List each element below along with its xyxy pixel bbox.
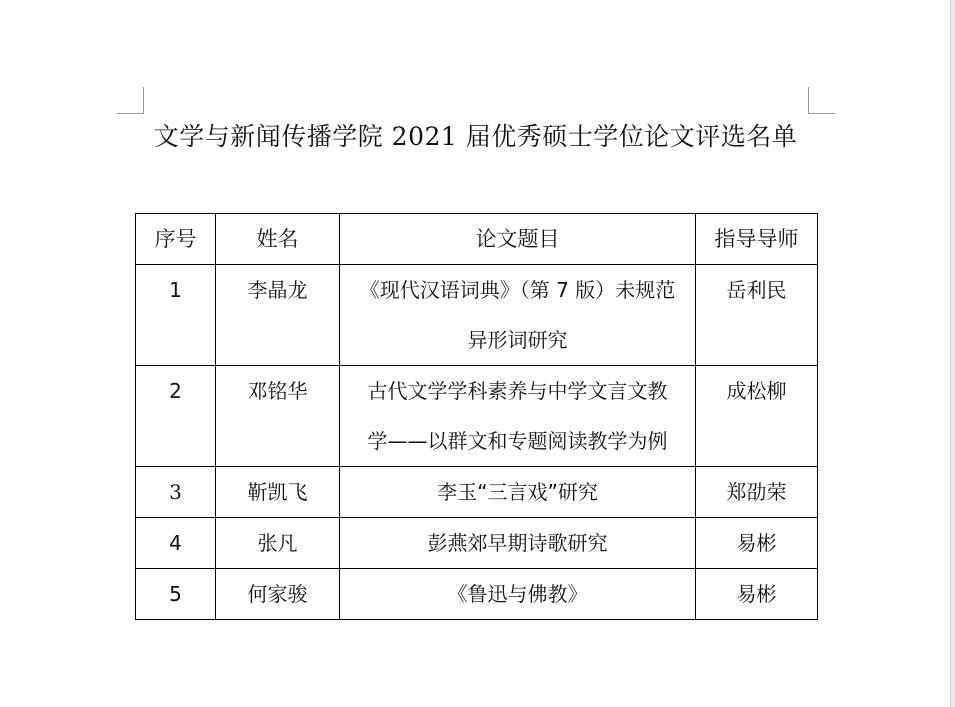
cell-no: 2 [136,366,216,467]
thesis-line: 《鲁迅与佛教》 [447,582,588,606]
table-row [136,366,818,467]
header-name: 姓名 [216,214,340,265]
cell-name: 李晶龙 [216,265,340,366]
nominee-table [135,213,818,620]
table-row [136,569,818,620]
table-header-row [136,214,818,265]
header-advisor: 指导导师 [696,214,818,265]
cell-advisor: 易彬 [696,569,818,620]
cell-advisor: 郑劭荣 [696,467,818,518]
cell-thesis [340,265,696,366]
cell-thesis [340,366,696,467]
thesis-line: 异形词研究 [467,328,568,352]
thesis-line: 古代文学学科素养与中学文言文教 [367,379,668,403]
margin-corner-top-left [117,87,144,114]
thesis-line: 《现代汉语词典》（第 7 版）未规范 [359,278,676,302]
cell-name: 靳凯飞 [216,467,340,518]
table-row [136,518,818,569]
thesis-line: 彭燕郊早期诗歌研究 [427,531,608,555]
cell-no: 5 [136,569,216,620]
table-row [136,265,818,366]
cell-advisor: 岳利民 [696,265,818,366]
document-title: 文学与新闻传播学院 2021 届优秀硕士学位论文评选名单 [153,122,798,151]
cell-name: 邓铭华 [216,366,340,467]
cell-thesis [340,467,696,518]
cell-name: 何家骏 [216,569,340,620]
header-no: 序号 [136,214,216,265]
cell-no: 1 [136,265,216,366]
cell-name: 张凡 [216,518,340,569]
cell-no: 4 [136,518,216,569]
header-thesis: 论文题目 [340,214,696,265]
cell-no: 3 [136,467,216,518]
thesis-line: 李玉“三言戏”研究 [437,480,598,504]
cell-thesis [340,569,696,620]
cell-thesis [340,518,696,569]
thesis-line: 学——以群文和专题阅读教学为例 [367,429,668,453]
cell-advisor: 成松柳 [696,366,818,467]
margin-corner-top-right [808,87,835,114]
cell-advisor: 易彬 [696,518,818,569]
table-row [136,467,818,518]
page-edge [950,0,955,707]
